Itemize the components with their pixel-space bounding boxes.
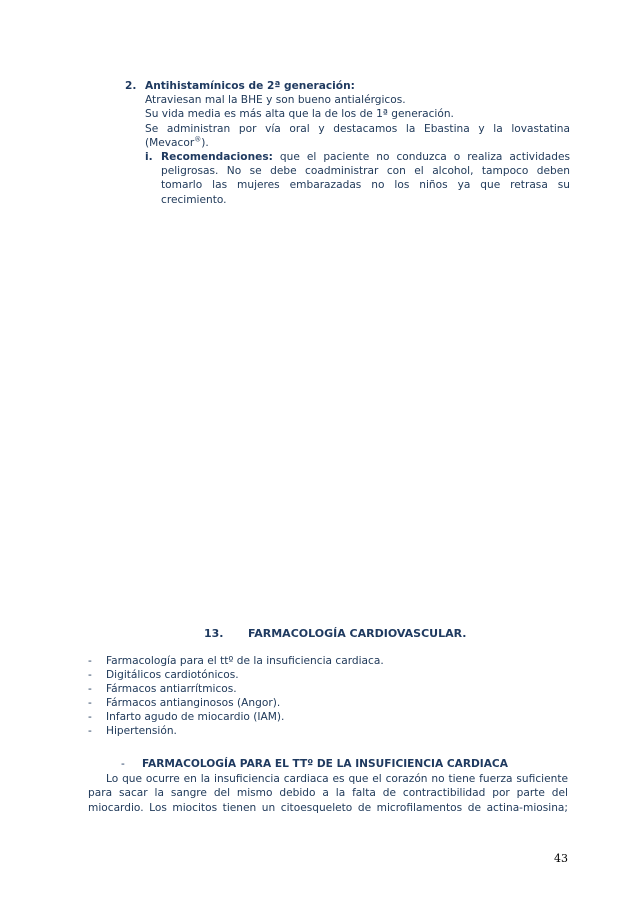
list-bullet: - xyxy=(88,655,92,667)
list-item: - Hipertensión. xyxy=(88,725,177,737)
list-bullet: - xyxy=(88,725,92,737)
chapter-title: FARMACOLOGÍA CARDIOVASCULAR. xyxy=(248,627,467,640)
recommendations-item xyxy=(145,150,570,207)
subsection-heading xyxy=(121,758,508,770)
chapter-heading xyxy=(204,627,466,640)
list-bullet: - xyxy=(88,683,92,695)
section-number: 2. xyxy=(125,80,137,92)
section-line: Se administran por vía oral y destacamos la Ebastina y la lovastatina xyxy=(145,122,570,135)
paragraph-line: miocardio. Los miocitos tienen un citoesqueleto de microfilamentos de actina-miosina; xyxy=(88,801,568,814)
section-line: Atraviesan mal la BHE y son bueno antialérgicos. xyxy=(145,94,406,107)
recommendations-line: peligrosas. No se debe coadministrar con el alcohol, tampoco deben xyxy=(161,165,570,178)
body-paragraph xyxy=(88,772,568,815)
recommendations-line: crecimiento. xyxy=(161,193,227,206)
topic-list xyxy=(88,654,568,738)
list-item: - Fármacos antiarrítmicos. xyxy=(88,683,237,695)
list-bullet: - xyxy=(88,669,92,681)
page-number: 43 xyxy=(554,852,568,865)
subsection-title: FARMACOLOGÍA PARA EL TTº DE LA INSUFICIENCIA CARDIACA xyxy=(142,758,508,770)
registered-mark: ® xyxy=(194,135,202,144)
recommendations-label: Recomendaciones: xyxy=(161,151,273,164)
section-line: (Mevacor®). xyxy=(145,135,209,149)
list-item: - Fármacos antianginosos (Angor). xyxy=(88,697,281,709)
list-item: - Digitálicos cardiotónicos. xyxy=(88,669,239,681)
list-bullet: - xyxy=(88,711,92,723)
list-item: - Infarto agudo de miocardio (IAM). xyxy=(88,711,285,723)
list-bullet: - xyxy=(88,697,92,709)
recommendations-number: i. xyxy=(145,151,153,164)
subsection-bullet: - xyxy=(121,758,125,770)
section-line: Su vida media es más alta que la de los de 1ª generación. xyxy=(145,108,454,121)
recommendations-line: Recomendaciones: que el paciente no conduzca o realiza actividades xyxy=(161,151,570,164)
recommendations-line: tomarlo las mujeres embarazadas no los niños ya que retrasa su xyxy=(161,179,570,192)
list-item: - Farmacología para el ttº de la insuficiencia cardiaca. xyxy=(88,655,384,667)
paragraph-line: Lo que ocurre en la insuficiencia cardiaca es que el corazón no tiene fuerza suficiente xyxy=(106,773,568,785)
section-title: Antihistamínicos de 2ª generación: xyxy=(145,80,355,92)
chapter-number: 13. xyxy=(204,627,224,640)
paragraph-line: para sacar la sangre del mismo debido a la falta de contractibilidad por parte del xyxy=(88,787,568,800)
antihistamines-second-gen-section xyxy=(125,79,570,207)
